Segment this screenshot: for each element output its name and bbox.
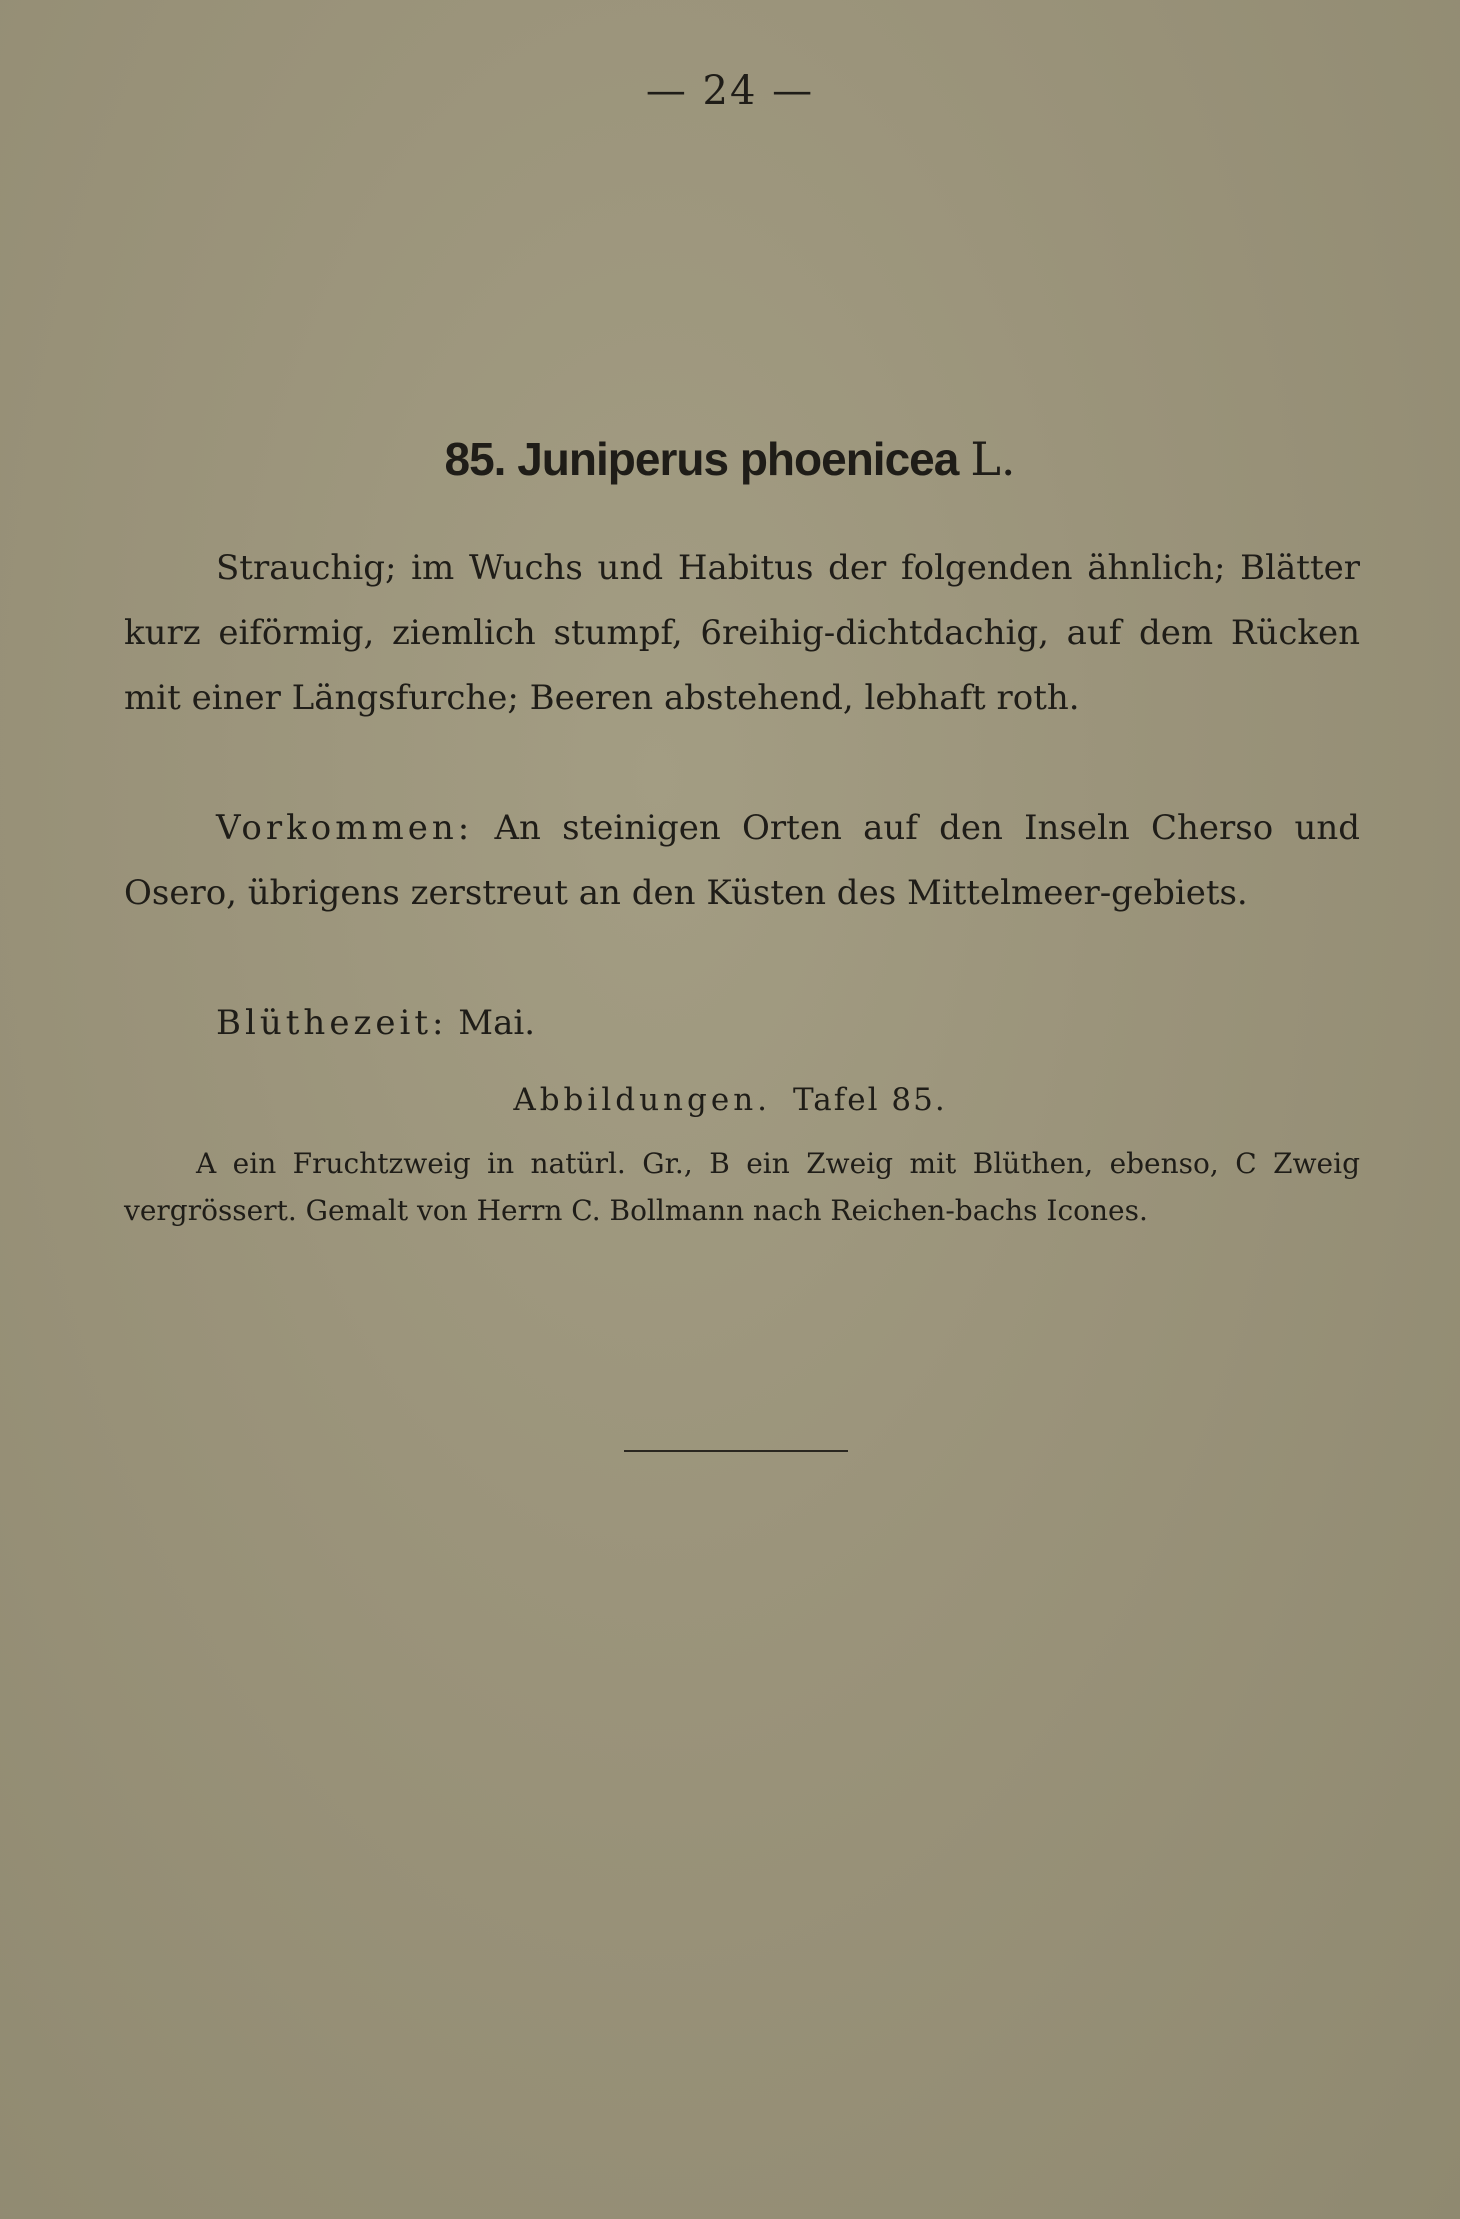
flowering-paragraph (124, 991, 1360, 1056)
flowering-text: Mai. (458, 1003, 536, 1043)
plate-reference: Tafel 85. (793, 1082, 947, 1118)
figures-description: A ein Fruchtzweig in natürl. Gr., B ein Zweig mit Blüthen, ebenso, C Zweig vergrössert. Gemalt von Herrn C. Bollmann nach Reichen-bachs Icones. (124, 1147, 1360, 1227)
species-heading (0, 432, 1460, 486)
species-name: 85. Juniperus phoenicea (444, 433, 959, 485)
occurrence-label: Vorkommen: (216, 808, 474, 848)
species-author: L. (970, 432, 1016, 486)
page-number: — 24 — (645, 68, 815, 114)
description-paragraph (124, 536, 1360, 731)
occurrence-text: An steinigen Orten auf den Inseln Cherso und Osero, übrigens zerstreut an den Küsten des Mittelmeer-gebiets. (124, 808, 1361, 913)
figures-label: Abbildungen. (513, 1082, 772, 1118)
flowering-label: Blüthezeit: (216, 1003, 448, 1043)
section-end-rule (624, 1450, 848, 1452)
description-text: Strauchig; im Wuchs und Habitus der folgenden ähnlich; Blätter kurz eiförmig, ziemlich stumpf, 6reihig-dichtdachig, auf dem Rücken mit einer Längsfurche; Beeren abstehend, lebhaft roth. (124, 548, 1360, 718)
occurrence-paragraph (124, 796, 1360, 926)
figures-heading (0, 1082, 1460, 1118)
